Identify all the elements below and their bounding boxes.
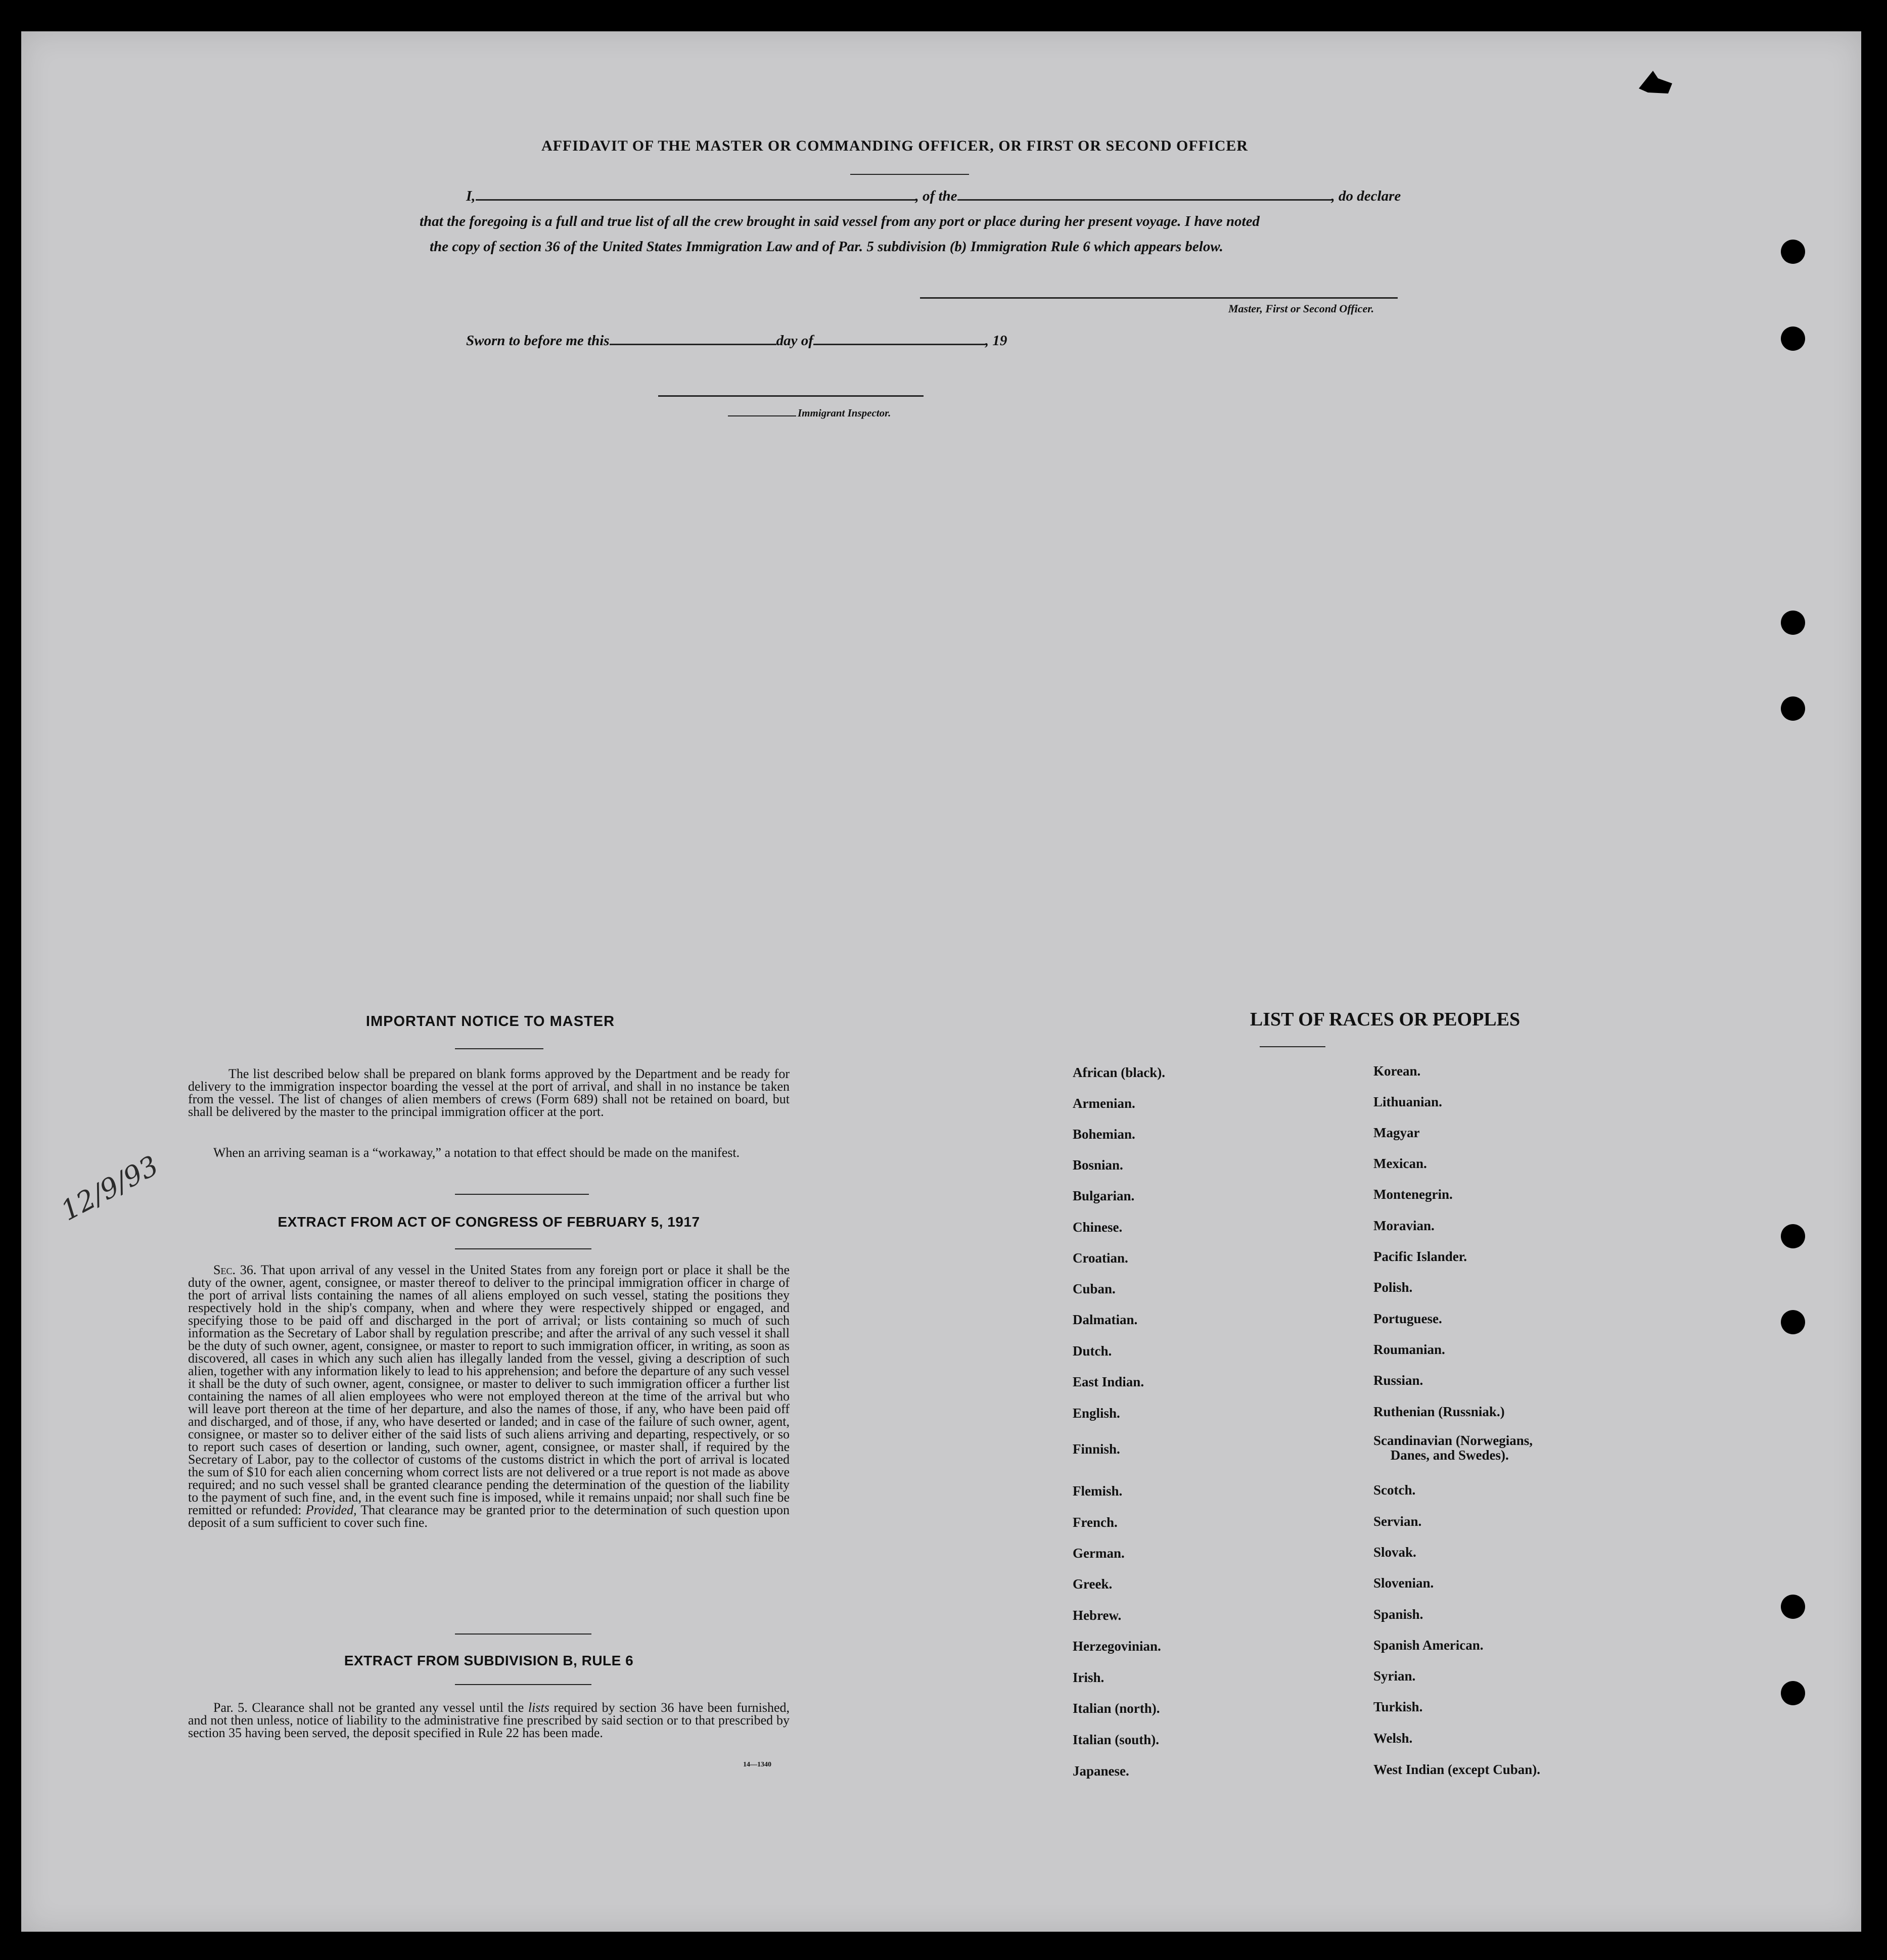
race-item-right: Servian. (1373, 1514, 1422, 1529)
master-signature-label: Master, First or Second Officer. (1228, 302, 1374, 315)
race-item-right: Ruthenian (Russniak.) (1373, 1404, 1505, 1419)
race-item-right: Magyar (1373, 1125, 1420, 1140)
sworn-mid: day of (776, 333, 813, 349)
race-item-left: French. (1073, 1515, 1118, 1530)
race-item-left: Dalmatian. (1073, 1312, 1138, 1327)
affidavit-line1-end: , do declare (1331, 188, 1401, 204)
rule-body-start: Par. 5. Clearance shall not be granted any vessel until the (213, 1700, 524, 1715)
race-item-left: Italian (north). (1073, 1701, 1160, 1716)
binder-hole (1781, 1310, 1805, 1334)
binder-hole (1781, 1681, 1805, 1705)
document-page (21, 31, 1861, 1932)
binder-hole (1781, 326, 1805, 351)
affidavit-line1-start: I, (466, 188, 476, 204)
affidavit-line-2: that the foregoing is a full and true list of all the crew brought in said vessel from any port or place during her present voyage. I have noted (420, 213, 1260, 229)
race-item-left: Finnish. (1073, 1441, 1120, 1457)
sworn-end: , 19 (985, 333, 1007, 349)
binder-hole (1781, 696, 1805, 721)
race-item-right: Lithuanian. (1373, 1094, 1442, 1109)
race-item-left: English. (1073, 1406, 1120, 1421)
race-item-right: Scotch. (1373, 1482, 1416, 1498)
race-item-left: Flemish. (1073, 1483, 1123, 1499)
race-item-left: Bohemian. (1073, 1127, 1135, 1142)
lists-word: lists (528, 1700, 549, 1715)
race-item-left: Italian (south). (1073, 1732, 1160, 1747)
section-label: Sec. 36. (213, 1263, 257, 1277)
race-item-left: Irish. (1073, 1670, 1104, 1685)
race-item-right: Slovenian. (1373, 1575, 1434, 1591)
race-item-left: Armenian. (1073, 1096, 1135, 1111)
race-item-left: Greek. (1073, 1576, 1113, 1592)
divider (455, 1048, 543, 1049)
affidavit-line-3: the copy of section 36 of the United States Immigration Law and of Par. 5 subdivision (b) Immigration Rule 6 which appears below. (430, 239, 1223, 255)
race-item-left: Chinese. (1073, 1220, 1123, 1235)
race-item-right: Montenegrin. (1373, 1187, 1453, 1202)
race-item-right: Turkish. (1373, 1699, 1423, 1714)
binder-hole (1781, 611, 1805, 635)
race-item-right: Syrian. (1373, 1668, 1416, 1684)
race-item-right: Spanish American. (1373, 1638, 1484, 1653)
race-item-left: German. (1073, 1546, 1125, 1561)
divider (455, 1684, 591, 1685)
race-item-left: Japanese. (1073, 1763, 1129, 1779)
sworn-start: Sworn to before me this (466, 333, 610, 349)
race-item-left: African (black). (1073, 1065, 1165, 1080)
divider (455, 1194, 589, 1195)
race-item-right: West Indian (except Cuban). (1373, 1762, 1541, 1777)
provided-word: Provided, (305, 1503, 357, 1517)
sworn-line (466, 333, 1007, 349)
name-blank[interactable] (476, 188, 915, 201)
binder-hole (1781, 1224, 1805, 1248)
race-item-left: Cuban. (1073, 1281, 1116, 1296)
race-item-left: Dutch. (1073, 1343, 1112, 1359)
race-item-left: Bulgarian. (1073, 1188, 1135, 1203)
race-item-right: Portuguese. (1373, 1311, 1442, 1326)
race-item-right: Slovak. (1373, 1545, 1416, 1560)
race-item-left: Bosnian. (1073, 1157, 1123, 1173)
rule-6-text (188, 1701, 790, 1739)
race-item-right: Pacific Islander. (1373, 1249, 1467, 1264)
divider (850, 174, 969, 175)
affidavit-line1-mid: , of the (915, 188, 957, 204)
race-item-right: Polish. (1373, 1280, 1413, 1295)
section-body-end: That clearance may be granted prior to the determination of such question upon deposit of a sum sufficient to cover such fine. (188, 1503, 790, 1530)
race-item-right: Scandinavian (Norwegians, Danes, and Swedes). (1373, 1433, 1533, 1463)
binder-hole (1781, 240, 1805, 264)
form-number: 14—1340 (743, 1761, 771, 1768)
notice-title: IMPORTANT NOTICE TO MASTER (365, 1013, 615, 1030)
notice-paragraph-1: The list described below shall be prepared on blank forms approved by the Department and be ready for delivery to the immigration inspector boarding the vessel at the port of arrival, and shall in no instance be taken from the vessel. The list of changes of alien members of crews (Form 689) shall not be retained on board, but shall be delivered by the master to the principal immigration officer at the port. (188, 1066, 790, 1119)
race-item-right: Russian. (1373, 1373, 1423, 1388)
binder-hole (1781, 1595, 1805, 1619)
divider (455, 1248, 591, 1249)
extract-rule-title: EXTRACT FROM SUBDIVISION B, RULE 6 (344, 1653, 634, 1668)
race-item-right: Moravian. (1373, 1218, 1435, 1233)
rule-body-end: required by section 36 have been furnished, and not then unless, notice of liability to the administrative fine prescribed by said section or to that prescribed by section 35 having been served, the deposit specified in Rule 22 has been made. (188, 1700, 790, 1740)
inspector-signature-line[interactable] (658, 395, 924, 397)
race-item-right: Korean. (1373, 1063, 1421, 1079)
race-item-right: Roumanian. (1373, 1342, 1445, 1357)
race-item-right: Mexican. (1373, 1156, 1427, 1171)
divider (1260, 1046, 1325, 1047)
divider (455, 1634, 591, 1635)
extract-act-title: EXTRACT FROM ACT OF CONGRESS OF FEBRUARY 5, 1917 (278, 1214, 700, 1230)
sworn-day-blank[interactable] (610, 333, 776, 345)
race-item-right: Spanish. (1373, 1607, 1423, 1622)
notice-paragraph-2: When an arriving seaman is a “workaway,” a notation to that effect should be made on the manifest. (213, 1145, 740, 1160)
affidavit-title: AFFIDAVIT OF THE MASTER OR COMMANDING OFFICER, OR FIRST OR SECOND OFFICER (541, 137, 1249, 154)
handwritten-note: 12/9/93 (56, 1149, 164, 1227)
section-36-text (188, 1264, 790, 1529)
inspector-label: Immigrant Inspector. (798, 407, 891, 419)
master-signature-line[interactable] (920, 297, 1398, 299)
inspector-short-line (728, 415, 796, 416)
vessel-blank[interactable] (957, 188, 1331, 201)
corner-mark-icon (1638, 68, 1673, 96)
races-title: LIST OF RACES OR PEOPLES (1250, 1009, 1521, 1030)
section-body: That upon arrival of any vessel in the United States from any foreign port or place it shall be the duty of the owner, agent, consignee, or master thereof to deliver to the principal immigration officer in charge of the port of arrival lists containing the names of all aliens employed on such vessel, stating the positions they respectively hold in the ship's company, when and where they were respectively shipped or engaged, and specifying those to be paid off and discharged in the port of arrival; or lists containing so much of such information as the Secretary of Labor shall by regulation prescribe; and after the arrival of any such vessel it shall be the duty of such owner, agent, consignee, or master to report to such immigration officer, in writing, as soon as discovered, all cases in which any such alien has illegally landed from the vessel, giving a description of such alien, together with any information likely to lead to his apprehension; and before the departure of any such vessel it shall be the duty of such owner, agent, consignee, or master to deliver to such immigration officer a further list containing the names of all alien employees who were not employed thereon at the time of the arrival but who will leave port thereon at the time of her departure, and also the names of those, if any, who have been paid off and discharged, and of those, if any, who have deserted or landed; and in case of the failure of such owner, agent, consignee, or master so to deliver either of the said lists of such aliens arriving and departing, respectively, or so to report such cases of desertion or landing, such owner, agent, consignee, or master shall, if required by the Secretary of Labor, pay to the collector of customs of the customs district in which the port of arrival is located the sum of $10 for each alien concerning whom correct lists are not delivered or a true report is not made as above required; and no such vessel shall be granted clearance pending the determination of the question of the liability to the payment of such fine, and, in the event such fine is imposed, while it remains unpaid; nor shall such fine be remitted or refunded: (188, 1263, 790, 1517)
race-item-left: Croatian. (1073, 1250, 1128, 1266)
race-item-left: Herzegovinian. (1073, 1639, 1161, 1654)
race-item-left: Hebrew. (1073, 1608, 1122, 1623)
affidavit-line-1 (466, 188, 1401, 205)
race-item-left: East Indian. (1073, 1374, 1144, 1389)
sworn-month-blank[interactable] (813, 333, 985, 345)
race-item-right: Welsh. (1373, 1731, 1413, 1746)
